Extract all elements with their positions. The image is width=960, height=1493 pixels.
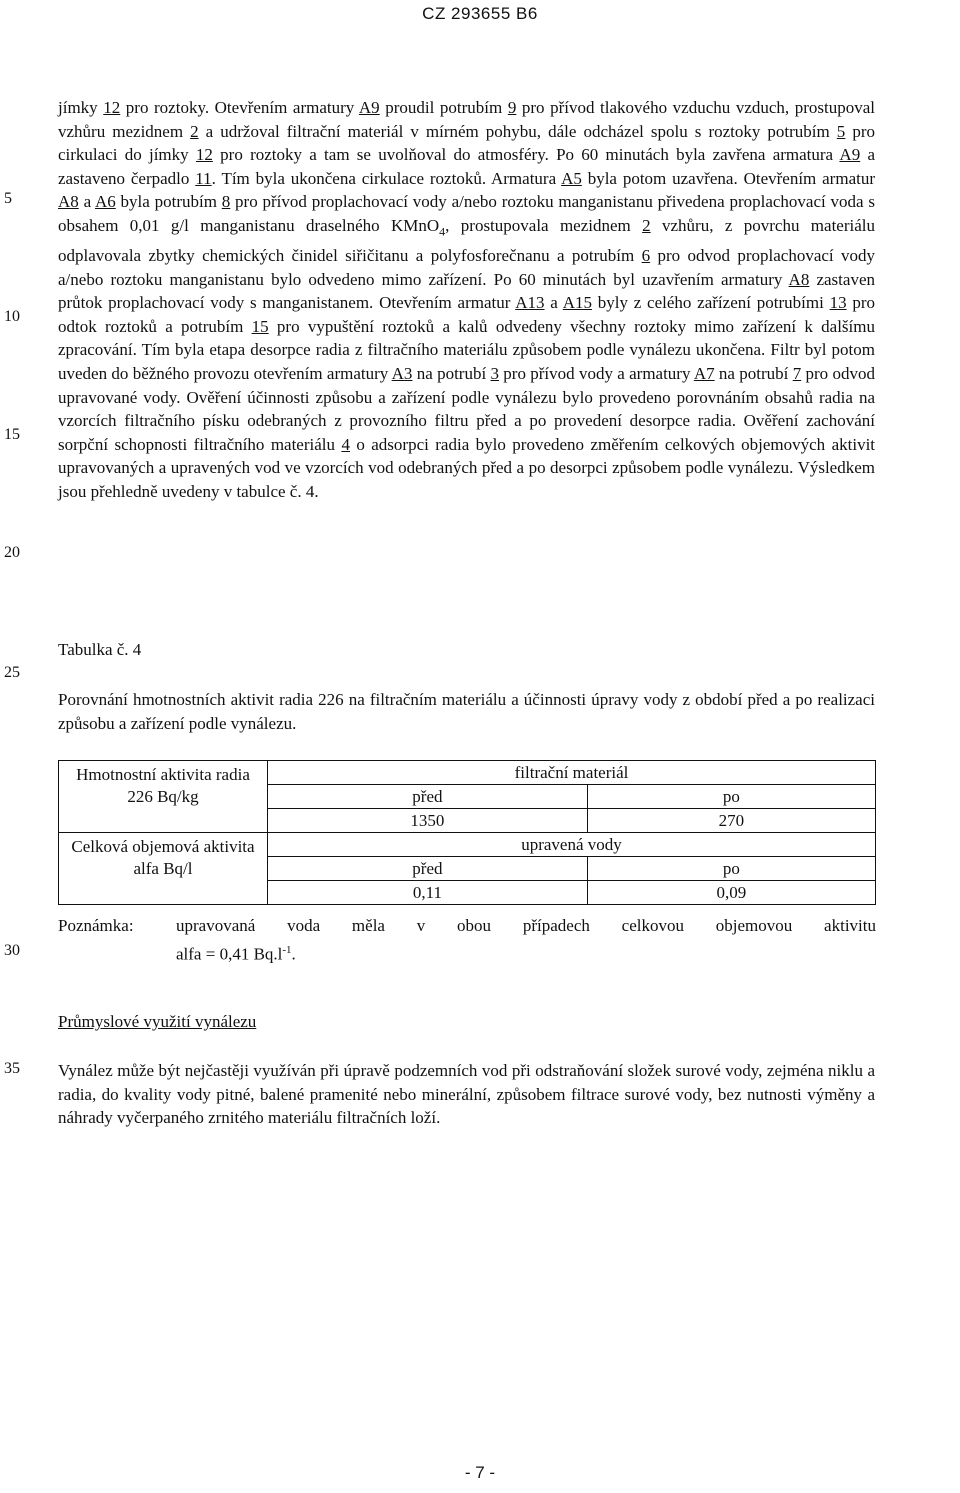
text-run: a zastaveno čerpadlo	[58, 145, 876, 188]
text-run: o adsorpci radia bylo provedeno změřením celkových objemových aktivit upravovaných a upravených vod ve vzorcích vod odebraných před a po desorpci způsobem podle vynálezu. Výsledkem jsou přehledně uvedeny v tabulce č. 4.	[58, 434, 876, 501]
reference-numeral: A9	[358, 98, 380, 117]
results-table	[58, 760, 876, 905]
note-key: Poznámka:	[58, 916, 134, 935]
paragraph-text	[58, 96, 875, 503]
label-line: alfa Bq/l	[133, 858, 193, 878]
reference-numeral: 12	[103, 98, 121, 117]
text-run: pro vypuštění roztoků a kalů odvedeny všechny roztoky mimo zařízení k dalšímu zpracování. Tím byla etapa desorpce radia z filtračního materiálu způsobem podle vynálezu ukončena. Filtr byl potom uveden do běžného provozu otevřením armatury	[58, 316, 875, 383]
text-run: pro roztoky a tam se uvolňoval do atmosféry. Po 60 minutách byla zavřena armatura	[212, 145, 840, 165]
cell-after-value: 0,09	[587, 881, 875, 905]
document-header: CZ 293655 B6	[422, 4, 538, 23]
cell-after-label: po	[587, 857, 875, 881]
text-run: proudil potrubím	[379, 98, 508, 117]
table-intro: Porovnání hmotnostních aktivit radia 226 na filtračním materiálu a účinnosti úpravy vody z období před a po realizaci způsobu a zařízení podle vynálezu.	[58, 690, 875, 733]
text-run: pro roztoky. Otevřením armatury	[120, 98, 359, 117]
reference-numeral: 7	[792, 363, 802, 383]
line-number: 25	[4, 664, 20, 681]
reference-numeral: A13	[515, 293, 545, 313]
reference-numeral: 5	[836, 121, 846, 141]
text-run: pro cirkulaci do jímky	[58, 121, 876, 165]
line-number: 35	[4, 1060, 20, 1077]
reference-numeral: A9	[839, 145, 861, 165]
reference-numeral: A5	[561, 168, 582, 188]
reference-numeral: 2	[190, 121, 199, 141]
body-paragraph-1	[58, 96, 875, 503]
label-line: 226 Bq/kg	[127, 786, 199, 806]
text-run: na potrubí	[412, 363, 491, 383]
reference-numeral: 2	[642, 215, 651, 235]
line-number: 20	[4, 544, 20, 561]
subscript: 4	[439, 224, 446, 239]
text-run: byly z celého zařízení potrubími	[591, 293, 830, 313]
table-row	[59, 761, 876, 785]
reference-numeral: 4	[341, 434, 350, 454]
text-run: jímky	[58, 98, 104, 117]
note-superscript: -1	[282, 944, 292, 956]
cell-after-label: po	[587, 785, 875, 809]
line-number: 30	[4, 942, 20, 959]
table-caption: Tabulka č. 4	[58, 640, 142, 659]
row-label-mass-activity	[59, 761, 268, 833]
group-header-treated-water: upravená vody	[268, 833, 876, 857]
text-run: na potrubí	[714, 363, 793, 383]
line-number: 15	[4, 426, 20, 443]
text-run: a	[78, 192, 95, 212]
text-run: byla potom uzavřena. Otevřením armatur	[581, 168, 875, 188]
cell-before-label: před	[268, 785, 588, 809]
reference-numeral: A7	[693, 363, 715, 383]
text-run: a udržoval filtrační materiál v mírném pohybu, dále odcházel spolu s roztoky potrubím	[198, 121, 837, 141]
text-run: pro přívod vody a armatury	[498, 363, 694, 383]
text-run: zastaven průtok proplachovací vody s manganistanem. Otevřením armatur	[58, 269, 875, 313]
reference-numeral: 15	[251, 316, 269, 336]
reference-numeral: 11	[195, 168, 212, 188]
label-line: Hmotnostní aktivita radia	[76, 764, 250, 784]
note-text-line-2	[176, 938, 296, 967]
text-run: pro odvod proplachovací vody a/nebo roztoku manganistanu bylo odvedeno mimo zařízení. Po 60 minutách byl uzavřením armatury	[58, 245, 875, 289]
label-line: Celková objemová aktivita	[71, 836, 255, 856]
cell-before-label: před	[268, 857, 588, 881]
text-run: a	[544, 293, 563, 313]
reference-numeral: 13	[829, 293, 847, 313]
reference-numeral: 9	[507, 98, 517, 117]
reference-numeral: A6	[94, 192, 116, 212]
note-end: .	[291, 944, 296, 964]
reference-numeral: 8	[221, 192, 231, 212]
text-run: byla potrubím	[115, 192, 222, 212]
table-row	[59, 833, 876, 857]
page-number: - 7 -	[464, 1463, 496, 1482]
group-header-filter-material: filtrační materiál	[268, 761, 876, 785]
text-run: . Tím byla ukončena cirkulace roztoků. Armatura	[211, 168, 562, 188]
text-run: vzhůru, z povrchu materiálu odplavovala zbytky chemických činidel siřičitanu a polyfosforečnanu a potrubím	[58, 215, 875, 265]
cell-before-value: 0,11	[268, 881, 588, 905]
text-run: pro přívod proplachovací vody a/nebo roztoku manganistanu přivedena proplachovací voda s obsahem 0,01 g/l manganistanu draselného KMnO	[58, 192, 875, 235]
line-number: 10	[4, 308, 20, 325]
reference-numeral: 6	[641, 245, 651, 265]
text-run: pro odtok roztoků a potrubím	[58, 293, 875, 336]
text-run: , prostupovala mezidnem	[445, 215, 643, 235]
text-run: pro odvod upravované vody. Ověření účinnosti způsobu a zařízení podle vynálezu bylo provedeno porovnáním obsahů radia na vzorcích filtračního písku odebraných z provozního filtru před a po provedení desorpce radia. Ověření zachování sorpční schopnosti filtračního materiálu	[58, 363, 875, 454]
reference-numeral: A8	[58, 192, 79, 212]
section-title: Průmyslové využití vynálezu	[58, 1012, 257, 1031]
note-text: upravovaná voda měla v obou případech celkovou objemovou aktivitu	[176, 916, 876, 935]
note-value: alfa = 0,41 Bq.l	[176, 944, 283, 964]
cell-after-value: 270	[587, 809, 875, 833]
reference-numeral: A8	[788, 269, 810, 289]
text-run: pro přívod tlakového vzduchu vzduch, prostupoval vzhůru mezidnem	[58, 98, 875, 141]
row-label-volume-activity	[59, 833, 268, 905]
reference-numeral: 12	[195, 145, 213, 165]
reference-numeral: A3	[391, 363, 413, 383]
line-number: 5	[4, 190, 12, 207]
cell-before-value: 1350	[268, 809, 588, 833]
reference-numeral: A15	[562, 293, 592, 313]
reference-numeral: 3	[490, 363, 499, 383]
body-paragraph-2: Vynález může být nejčastěji využíván při úpravě podzemních vod při odstraňování složek surové vody, zejména niklu a radia, do kvality vody pitné, balené pramenité nebo minerální, způsobem filtrace surové vody, bez nutnosti výměny a náhrady vyčerpaného zrnitého materiálu filtračních loží.	[58, 1061, 875, 1128]
